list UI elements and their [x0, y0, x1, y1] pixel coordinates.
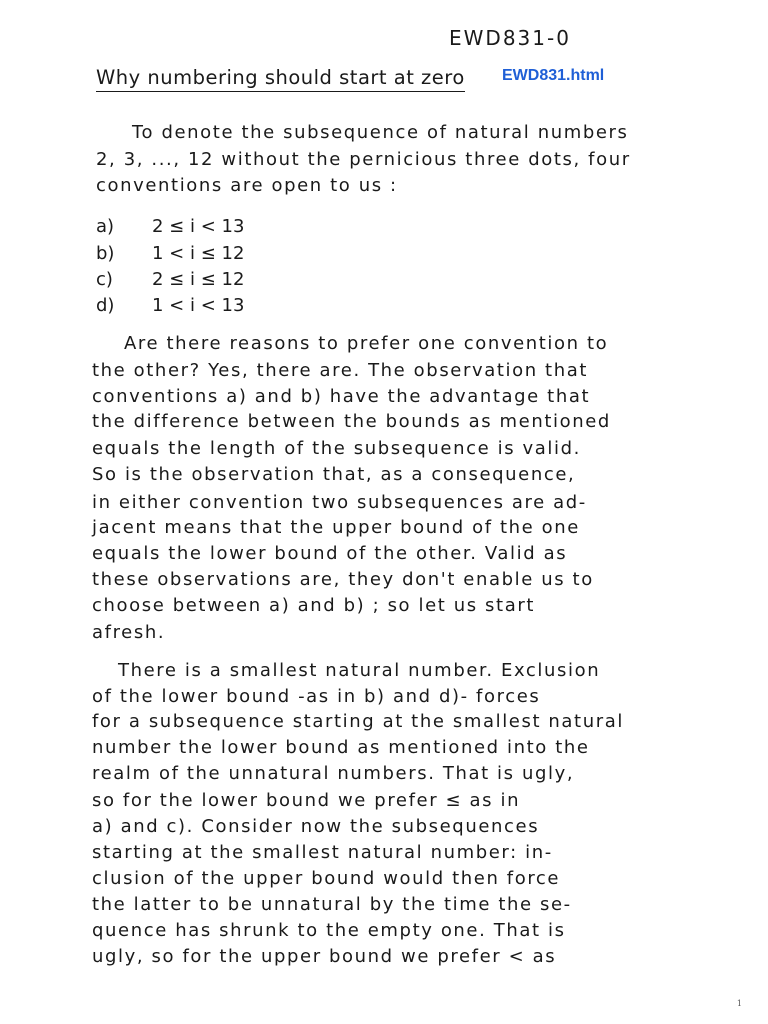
paragraph-line: for a subsequence starting at the smallest natural — [92, 711, 624, 732]
page-number: 1 — [736, 999, 742, 1008]
paragraph-line: quence has shrunk to the empty one. That is — [92, 920, 566, 941]
convention-item — [96, 245, 244, 263]
convention-expression: 2 ≤ i < 13 — [152, 216, 245, 237]
convention-item — [96, 271, 244, 289]
paragraph-line: clusion of the upper bound would then force — [92, 868, 561, 889]
paragraph-line: in either convention two subsequences are ad- — [92, 492, 587, 513]
paragraph-line: these observations are, they don't enable us to — [92, 569, 594, 590]
paragraph-line: conventions a) and b) have the advantage that — [92, 386, 591, 407]
convention-expression: 2 ≤ i ≤ 12 — [152, 269, 245, 290]
paragraph-line: a) and c). Consider now the subsequences — [92, 816, 540, 837]
convention-label: a) — [96, 216, 115, 237]
convention-item — [96, 297, 244, 315]
paragraph-line: jacent means that the upper bound of the one — [92, 517, 580, 538]
paragraph-line: number the lower bound as mentioned into the — [92, 737, 590, 758]
paragraph-line: There is a smallest natural number. Exclusion — [118, 660, 601, 681]
paragraph-line: starting at the smallest natural number: in- — [92, 842, 553, 863]
paragraph-line: choose between a) and b) ; so let us start — [92, 595, 535, 616]
paragraph-line: realm of the unnatural numbers. That is ugly, — [92, 763, 575, 784]
convention-label: c) — [96, 269, 113, 290]
paragraph-line: so for the lower bound we prefer ≤ as in — [92, 790, 521, 811]
convention-expression: 1 < i ≤ 12 — [152, 243, 245, 264]
paragraph-line: the latter to be unnatural by the time the se- — [92, 894, 572, 915]
intro-line: 2, 3, ..., 12 without the pernicious three dots, four — [96, 149, 631, 170]
paragraph-line: equals the lower bound of the other. Valid as — [92, 543, 568, 564]
paragraph-line: equals the length of the subsequence is valid. — [92, 438, 581, 459]
intro-line: To denote the subsequence of natural numbers — [132, 122, 629, 143]
paragraph-line: afresh. — [92, 622, 166, 643]
intro-line: conventions are open to us : — [96, 175, 398, 196]
paragraph-line: So is the observation that, as a consequence, — [92, 464, 576, 485]
convention-item — [96, 218, 244, 236]
convention-label: b) — [96, 243, 115, 264]
convention-label: d) — [96, 295, 115, 316]
paragraph-line: of the lower bound -as in b) and d)- forces — [92, 686, 541, 707]
document-title: Why numbering should start at zero — [96, 66, 465, 92]
paragraph-line: Are there reasons to prefer one convention to — [124, 333, 609, 354]
ewd831-html-link[interactable]: EWD831.html — [502, 67, 605, 84]
paragraph-line: the other? Yes, there are. The observation that — [92, 360, 589, 381]
paragraph-line: ugly, so for the upper bound we prefer < as — [92, 946, 557, 967]
document-id: EWD831-0 — [449, 26, 571, 50]
convention-expression: 1 < i < 13 — [152, 295, 245, 316]
paragraph-line: the difference between the bounds as mentioned — [92, 411, 611, 432]
